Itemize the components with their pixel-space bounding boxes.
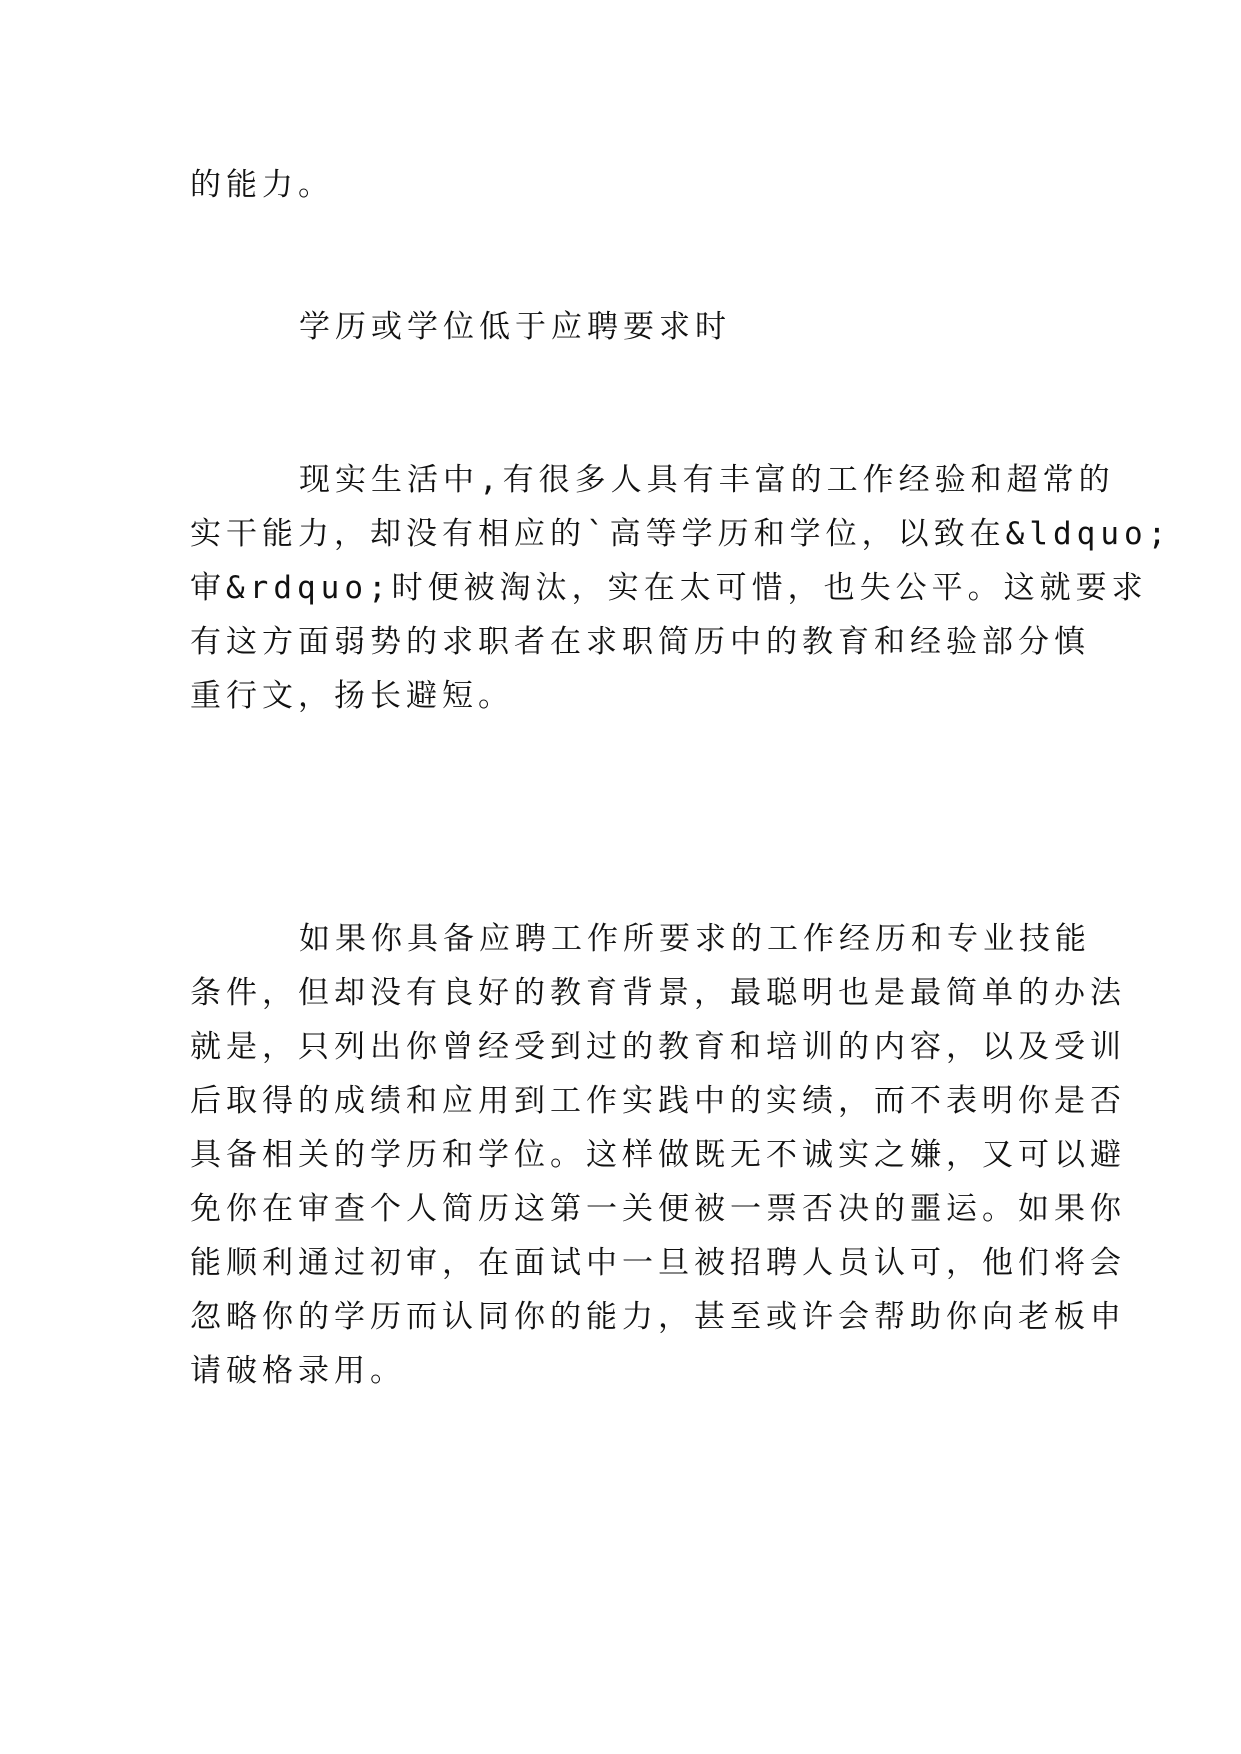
- text-line: 忽略你的学历而认同你的能力，甚至或许会帮助你向老板申: [190, 1299, 1126, 1335]
- text-line: 如果你具备应聘工作所要求的工作经历和专业技能: [299, 921, 1091, 957]
- text-line: 条件，但却没有良好的教育背景，最聪明也是最简单的办法: [190, 975, 1126, 1011]
- text-line: 能顺利通过初审，在面试中一旦被招聘人员认可，他们将会: [190, 1245, 1126, 1281]
- text-line: 实干能力，却没有相应的`高等学历和学位，以致在&ldquo;: [190, 516, 1172, 552]
- text-line: 就是，只列出你曾经受到过的教育和培训的内容，以及受训: [190, 1029, 1126, 1065]
- text-line: 现实生活中,有很多人具有丰富的工作经验和超常的: [299, 462, 1115, 498]
- text-line: 后取得的成绩和应用到工作实践中的实绩，而不表明你是否: [190, 1083, 1126, 1119]
- text-line: 有这方面弱势的求职者在求职简历中的教育和经验部分慎: [190, 624, 1090, 660]
- text-line: 免你在审查个人简历这第一关便被一票否决的噩运。如果你: [190, 1191, 1126, 1227]
- text-line: 重行文，扬长避短。: [190, 678, 514, 714]
- section-heading: 学历或学位低于应聘要求时: [299, 309, 731, 345]
- text-line: 的能力。: [190, 167, 334, 203]
- text-line: 审&rdquo;时便被淘汰，实在太可惜，也失公平。这就要求: [190, 570, 1148, 606]
- text-line: 请破格录用。: [190, 1353, 406, 1389]
- text-line: 具备相关的学历和学位。这样做既无不诚实之嫌，又可以避: [190, 1137, 1126, 1173]
